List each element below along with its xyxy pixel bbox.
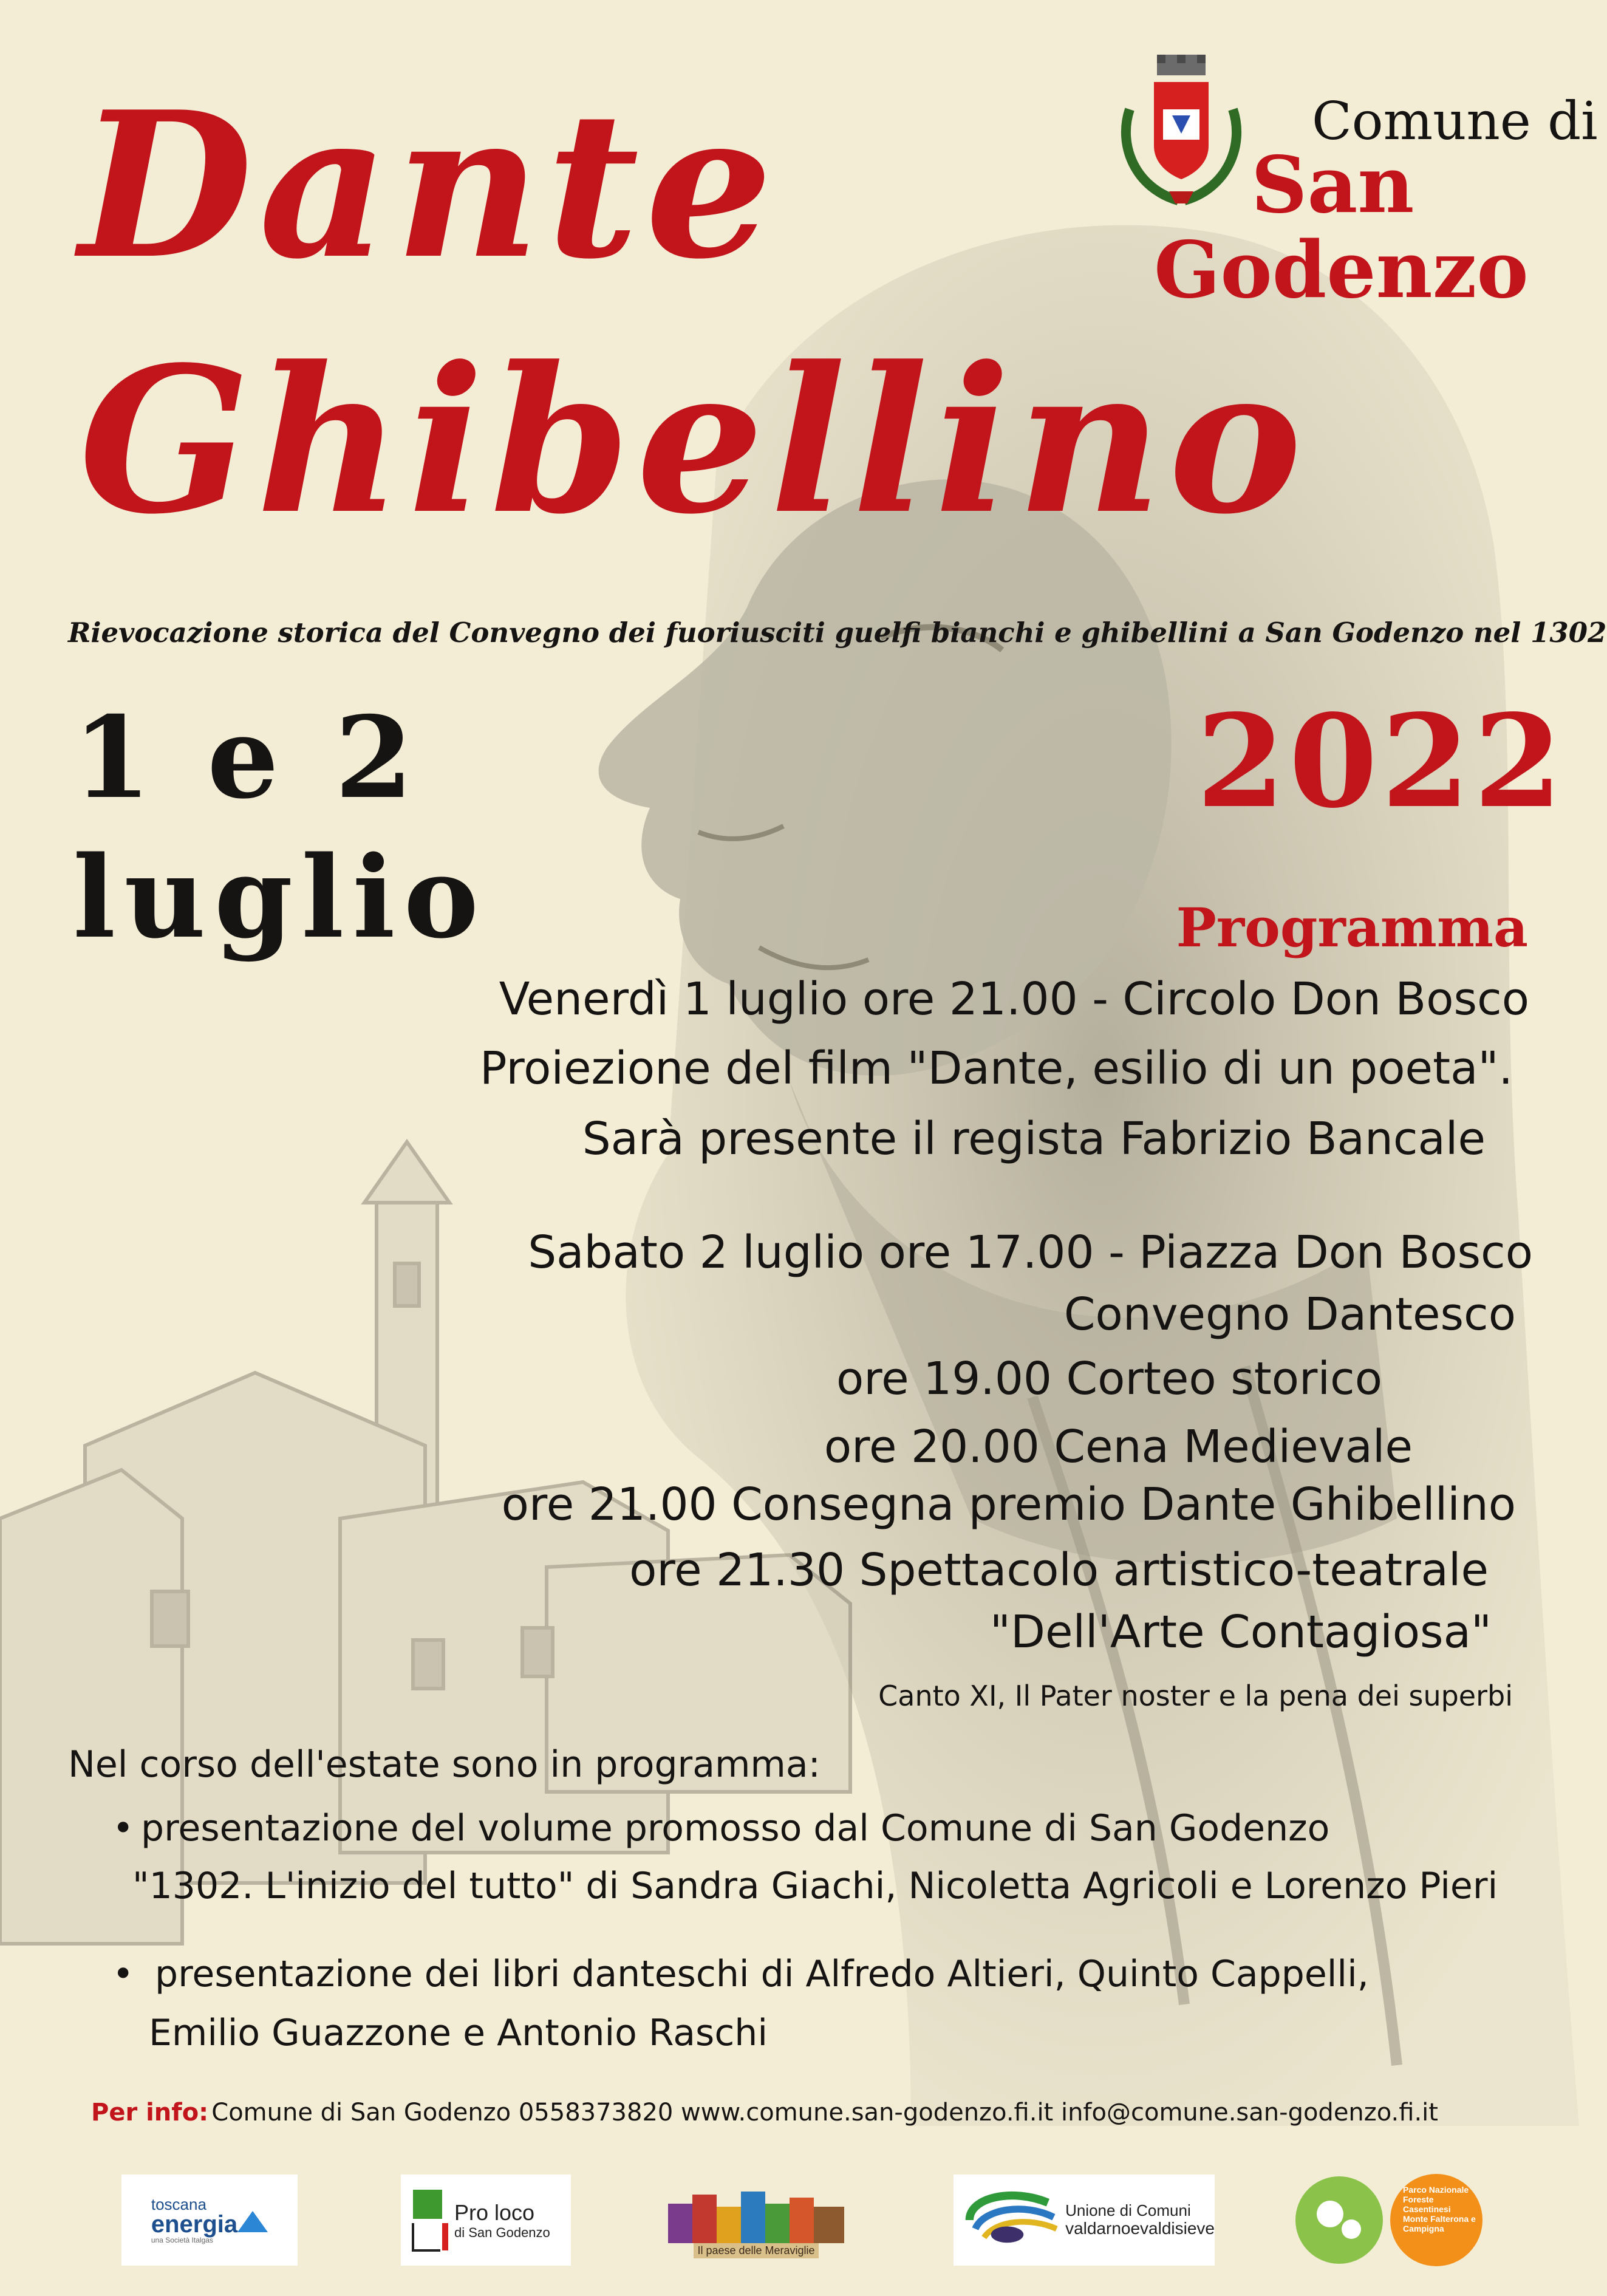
saturday-line-6: ore 21.30 Spettacolo artistico-teatrale (629, 1544, 1489, 1596)
saturday-line-4: ore 20.00 Cena Medievale (824, 1421, 1413, 1473)
pro-loco-label-1: Pro loco (454, 2199, 535, 2225)
toscana-energia-label-3: una Società Italgas (151, 2236, 213, 2244)
parco-label: Parco Nazionale Foreste Casentinesi Monte Falterona e Campigna (1403, 2185, 1476, 2234)
info-label: Per info: (91, 2099, 209, 2127)
event-month: luglio (73, 831, 488, 963)
saturday-line-3: ore 19.00 Corteo storico (836, 1353, 1382, 1405)
subtitle: Rievocazione storica del Convegno dei fuoriusciti guelfi bianchi e ghibellini a San Godenzo nel 1302 (68, 617, 1607, 649)
meraviglie-label: Il paese delle Meraviglie (694, 2243, 818, 2258)
friday-line-1: Venerdì 1 luglio ore 21.00 - Circolo Don Bosco (499, 973, 1529, 1025)
summer-item-2-line-2: Emilio Guazzone e Antonio Raschi (149, 2012, 768, 2054)
sponsor-pro-loco (401, 2175, 571, 2266)
title-ghibellino: Ghibellino (79, 323, 1308, 558)
friday-line-3: Sarà presente il regista Fabrizio Bancale (582, 1113, 1486, 1165)
summer-item-2-bullet: • (112, 1953, 134, 1995)
comune-label: Comune di (1312, 91, 1598, 152)
event-year: 2022 (1196, 686, 1566, 836)
sponsor-parco-nazionale (1294, 2171, 1494, 2269)
mountain-icon (237, 2208, 268, 2232)
info-text: Comune di San Godenzo 0558373820 www.comune.san-godenzo.fi.it info@comune.san-godenzo.fi.it (211, 2099, 1438, 2127)
summer-intro: Nel corso dell'estate sono in programma: (68, 1743, 821, 1786)
event-days: 1 e 2 (73, 691, 421, 824)
unione-label-2: valdarnoevaldisieve (1065, 2218, 1215, 2238)
title-dante: Dante (79, 67, 779, 303)
coat-of-arms-icon (1111, 55, 1251, 207)
saturday-note: Canto XI, Il Pater noster e la pena dei superbi (878, 1679, 1513, 1712)
saturday-line-2: Convegno Dantesco (1063, 1288, 1516, 1341)
pro-loco-icon (407, 2187, 449, 2253)
summer-item-1-bullet: • (112, 1807, 134, 1850)
info-line (91, 2099, 1438, 2127)
sponsor-paese-meraviglie (662, 2175, 850, 2266)
summer-item-1-line-2: "1302. L'inizio del tutto" di Sandra Giachi, Nicoletta Agricoli e Lorenzo Pieri (132, 1865, 1498, 1907)
saturday-line-1: Sabato 2 luglio ore 17.00 - Piazza Don Bosco (528, 1226, 1533, 1279)
unione-comuni-icon (961, 2184, 1065, 2257)
saturday-line-7: "Dell'Arte Contagiosa" (989, 1606, 1492, 1658)
toscana-energia-label-2: energia (151, 2211, 238, 2238)
sponsor-unione-comuni (954, 2175, 1215, 2266)
village-icon (665, 2182, 847, 2243)
pro-loco-label-2: di San Godenzo (454, 2225, 550, 2241)
saturday-line-5: ore 21.00 Consegna premio Dante Ghibellino (501, 1478, 1516, 1531)
toscana-energia-label-1: toscana (151, 2195, 206, 2213)
unione-label-1: Unione di Comuni (1065, 2201, 1191, 2220)
sponsor-toscana-energia (121, 2175, 298, 2266)
comune-name-san: San (1251, 140, 1414, 231)
summer-item-1-line-1: presentazione del volume promosso dal Comune di San Godenzo (141, 1807, 1330, 1850)
program-heading: Programma (1176, 896, 1528, 959)
comune-coat-of-arms (1111, 55, 1251, 207)
summer-item-2-line-1: presentazione dei libri danteschi di Alfredo Altieri, Quinto Cappelli, (155, 1953, 1369, 1995)
friday-line-2: Proiezione del film "Dante, esilio di un poeta". (480, 1042, 1513, 1095)
comune-name-godenzo: Godenzo (1154, 225, 1529, 316)
